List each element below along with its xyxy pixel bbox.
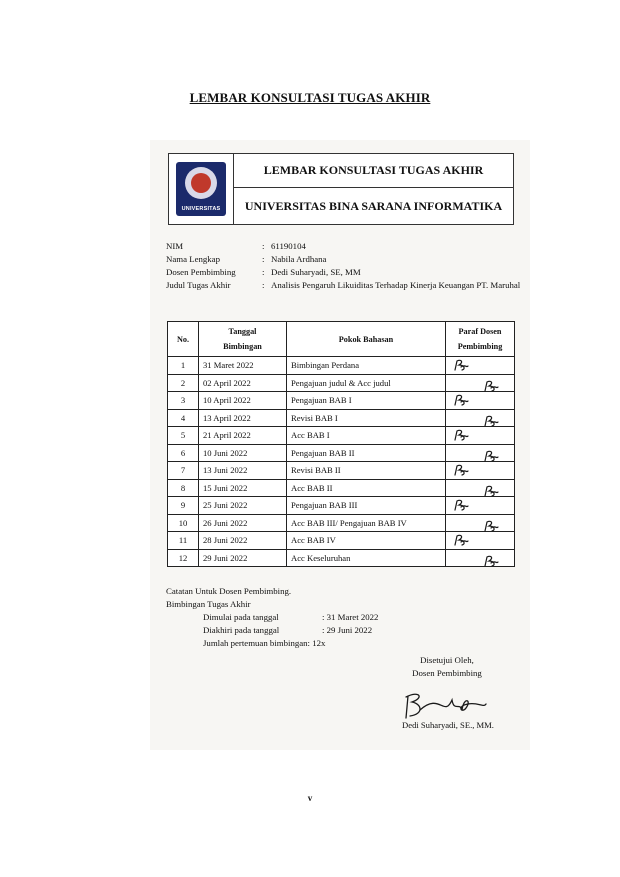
notes-end-row: Diakhiri pada tanggal : 29 Juni 2022: [203, 625, 373, 635]
row-signature: [446, 374, 515, 392]
supervisor-notes: [166, 585, 526, 650]
table-row: [168, 497, 515, 515]
row-date: 15 Juni 2022: [199, 479, 287, 497]
col-no: No.: [168, 322, 199, 357]
row-topic: Pengajuan judul & Acc judul: [287, 374, 446, 392]
table-row: [168, 357, 515, 375]
initials-icon: [452, 498, 470, 512]
meeting-count: Jumlah pertemuan bimbingan: 12x: [203, 638, 326, 648]
initials-icon: [452, 428, 470, 442]
table-row: [168, 549, 515, 567]
table-row: [168, 462, 515, 480]
initials-icon: [482, 554, 500, 568]
row-number: 6: [168, 444, 199, 462]
row-number: 7: [168, 462, 199, 480]
name-value: Nabila Ardhana: [271, 254, 327, 264]
row-topic: Bimbingan Perdana: [287, 357, 446, 375]
approval-block: [392, 654, 502, 680]
row-date: 29 Juni 2022: [199, 549, 287, 567]
notes-heading: Catatan Untuk Dosen Pembimbing.: [166, 586, 292, 596]
row-number: 3: [168, 392, 199, 410]
row-signature: [446, 514, 515, 532]
row-topic: Pengajuan BAB I: [287, 392, 446, 410]
row-number: 1: [168, 357, 199, 375]
info-row-name: Nama Lengkap : Nabila Ardhana: [166, 253, 526, 266]
initials-icon: [482, 484, 500, 498]
table-header-row: [168, 322, 515, 357]
row-date: 21 April 2022: [199, 427, 287, 445]
logo-text: UNIVERSITAS: [181, 206, 221, 212]
row-date: 31 Maret 2022: [199, 357, 287, 375]
row-signature: [446, 549, 515, 567]
row-date: 28 Juni 2022: [199, 532, 287, 550]
row-signature: [446, 532, 515, 550]
row-number: 11: [168, 532, 199, 550]
row-signature: [446, 392, 515, 410]
title-cell: [234, 154, 513, 224]
table-row: [168, 532, 515, 550]
supervisor-signature-icon: [400, 688, 490, 722]
row-signature: [446, 444, 515, 462]
row-signature: [446, 409, 515, 427]
initials-icon: [452, 463, 470, 477]
table-row: [168, 374, 515, 392]
logo-cell: [169, 154, 234, 224]
row-signature: [446, 497, 515, 515]
row-signature: [446, 357, 515, 375]
row-date: 25 Juni 2022: [199, 497, 287, 515]
student-info: [166, 240, 526, 292]
row-date: 02 April 2022: [199, 374, 287, 392]
notes-subheading: Bimbingan Tugas Akhir: [166, 599, 251, 609]
initials-icon: [482, 449, 500, 463]
end-date: : 29 Juni 2022: [322, 625, 373, 635]
row-topic: Revisi BAB II: [287, 462, 446, 480]
initials-icon: [452, 533, 470, 547]
table-row: [168, 444, 515, 462]
nim-value: 61190104: [271, 241, 306, 251]
university-logo: [176, 162, 226, 216]
row-date: 26 Juni 2022: [199, 514, 287, 532]
emblem-icon: [185, 167, 217, 199]
approval-line2: Dosen Pembimbing: [412, 668, 482, 678]
document-header: [168, 153, 514, 225]
row-date: 10 Juni 2022: [199, 444, 287, 462]
row-number: 5: [168, 427, 199, 445]
row-topic: Revisi BAB I: [287, 409, 446, 427]
row-topic: Acc BAB II: [287, 479, 446, 497]
form-title: LEMBAR KONSULTASI TUGAS AKHIR: [234, 154, 513, 188]
col-date: Tanggal Bimbingan: [199, 322, 287, 357]
page-number: v: [307, 793, 313, 803]
row-number: 12: [168, 549, 199, 567]
consultation-table: [167, 321, 515, 567]
row-topic: Acc BAB IV: [287, 532, 446, 550]
initials-icon: [452, 393, 470, 407]
initials-icon: [482, 379, 500, 393]
row-topic: Acc Keseluruhan: [287, 549, 446, 567]
thesis-title-value: Analisis Pengaruh Likuiditas Terhadap Kinerja Keuangan PT. Maruhal: [271, 280, 521, 290]
col-topic: Pokok Bahasan: [287, 322, 446, 357]
row-date: 13 Juni 2022: [199, 462, 287, 480]
table-row: [168, 514, 515, 532]
row-topic: Acc BAB III/ Pengajuan BAB IV: [287, 514, 446, 532]
row-signature: [446, 462, 515, 480]
row-number: 10: [168, 514, 199, 532]
initials-icon: [482, 519, 500, 533]
initials-icon: [482, 414, 500, 428]
initials-icon: [452, 358, 470, 372]
col-signature: Paraf Dosen Pembimbing: [446, 322, 515, 357]
row-signature: [446, 479, 515, 497]
table-row: [168, 409, 515, 427]
row-signature: [446, 427, 515, 445]
row-number: 2: [168, 374, 199, 392]
info-row-supervisor: Dosen Pembimbing : Dedi Suharyadi, SE, MM: [166, 266, 526, 279]
start-date: : 31 Maret 2022: [322, 612, 379, 622]
table-row: [168, 479, 515, 497]
info-row-thesis-title: Judul Tugas Akhir : Analisis Pengaruh Likuiditas Terhadap Kinerja Keuangan PT. Maruhal: [166, 279, 526, 292]
row-number: 9: [168, 497, 199, 515]
row-number: 4: [168, 409, 199, 427]
table-row: [168, 392, 515, 410]
table-row: [168, 427, 515, 445]
row-topic: Acc BAB I: [287, 427, 446, 445]
university-name: UNIVERSITAS BINA SARANA INFORMATIKA: [244, 198, 503, 213]
notes-start-row: Dimulai pada tanggal : 31 Maret 2022: [203, 612, 379, 622]
row-topic: Pengajuan BAB III: [287, 497, 446, 515]
row-topic: Pengajuan BAB II: [287, 444, 446, 462]
approval-line1: Disetujui Oleh,: [420, 655, 474, 665]
row-date: 13 April 2022: [199, 409, 287, 427]
row-date: 10 April 2022: [199, 392, 287, 410]
signer-name: Dedi Suharyadi, SE., MM.: [402, 720, 494, 730]
row-number: 8: [168, 479, 199, 497]
page-title: LEMBAR KONSULTASI TUGAS AKHIR: [189, 90, 431, 105]
supervisor-value: Dedi Suharyadi, SE, MM: [271, 267, 361, 277]
info-row-nim: NIM : 61190104: [166, 240, 526, 253]
